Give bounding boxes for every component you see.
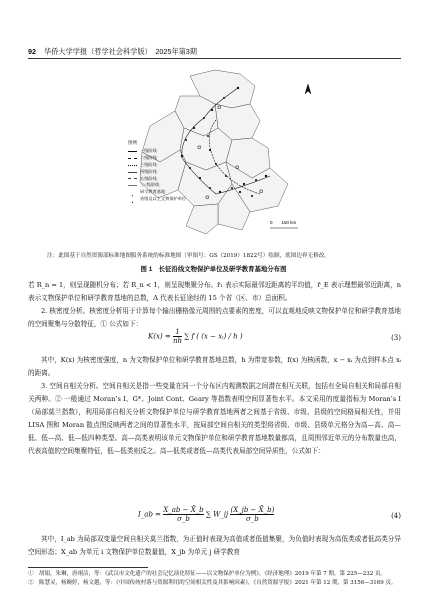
body-paragraph: 其中，I_ab 为局部双变量空间自相关莫兰指数，为正值时表现为高值或者低值集聚，为负值时表现为高低类或者低高类分异空间形态；X_ab 为单元 i 文物保护单位数量值，X_jb 为单元 j 研学教育: [28, 535, 401, 556]
body-paragraph: 其中，K(x) 为核密度强度，n 为文物保护单位和研学教育基地总数，h 为带宽参数，f(x) 为核函数，x − xᵢ 为点到样本点 xᵢ 的距离。 3. 空间自相关分析。空间自相关是指一些变量在同一个分布区内观测数据之间潜在相互关联，包括有全局自相关和局部自相关两种。② 一般通过 Moran’s I、G*、Joint Cont、Geary 等指数表明空间显著性水平。本文采用的度量指标为 Moran’s I（局部莫兰指数），利用局部自相关分析文物保护单位与研学教育基地两者之间基于省级、市级、县级的空间格局相关性，并用 LISA 图和 Moran 散点图反映两者之间的显著性水平，按局部空间自相关的类型将省级、市级、县级单元格分为高—高、高—低、低—高、低—低四种类型。高—高类表明该单元文物保护单位和研学教育基地数量都高，且周围邻近单元的分布数量也高，代表高值的空间集聚特征，低—低类则反之。高—低类或者低—高类代表局部空间异质性，公式如下：: [28, 356, 401, 455]
footnote-rule: [28, 567, 148, 568]
equation-number: (4): [391, 512, 401, 520]
legend-item: 四级阶线: [128, 169, 186, 176]
legend-item: 一级阶线: [128, 148, 186, 155]
equation-3: K(x) = $\frac{1}{nh}$ ∑ f ( (x − xᵢ) / h ): [148, 328, 243, 345]
running-header: [28, 47, 197, 57]
figure-caption: 图 1 长征沿线文物保护单位及研学教育基地分布图: [140, 266, 287, 273]
footnotes: [28, 570, 401, 588]
map-legend: [128, 140, 186, 203]
legend-item: ▪ 研学教育基地: [131, 189, 166, 198]
legend-item: 三级阶线: [128, 162, 186, 169]
journal-title: 华侨大学学报（哲学社会科学版） 2025年第3期: [44, 47, 197, 56]
page-number: 92: [28, 47, 36, 56]
legend-item: 三○级阶线: [128, 182, 186, 189]
header-rule: [28, 58, 401, 59]
legend-item: 二级阶线: [128, 155, 186, 162]
footnote: ② 陈慧灵，杨婉婷，杨文越，等：《中国传统村落与资源利用的空间相关性及其影响因素》，《自然资源学报》2021 年第 12 期，第 3156—3169 页。: [28, 580, 397, 586]
body-paragraph: 若 R_n = 1，则呈现随机分布；若 R_n < 1，则呈现集聚分布。r̄₁ 表示实际最邻近距离的平均值，r̄_E 表示理想最邻近距离，n 表示文物保护单位和研学教育基地的总数，A 代表长征途经的 15 个省（区、市）总面积。 2. 核密度分析。核密度分析用于计算每个输出栅格像元周围的点要素的密度，可以直观地反映文物保护单位和研学教育基地的空间聚集与分散特征，① 公式如下：: [28, 281, 401, 328]
legend-item: • 省级及以上文物保护单位: [131, 196, 187, 205]
equation-4: I_ab = $\frac{X\_ab - X̄\_b}{\sigma\_b}$ ∑ W_ij $\frac{(X\_jb - X̄\_b)}{\sigma\_b}$: [138, 506, 275, 523]
legend-title: 图例: [128, 140, 138, 145]
equation-number: (3): [391, 334, 401, 342]
figure-note: 注：此图基于自然资源部标准地图服务系统的标准地图（审图号：GS（2019）1822号）绘制，底图边界无修改。: [47, 253, 330, 259]
footnote: ① 胡娟，朱琳，唐翊洁，等：《武汉市文化遗产的社会记忆演化特征——以文物保护单位为例》，《经济地理》2019 年第 7 期，第 225—232 页。: [28, 571, 386, 577]
legend-item: 五级阶线: [128, 176, 186, 183]
scale-label: 0 150 km: [270, 220, 297, 225]
north-arrow: [305, 84, 311, 94]
